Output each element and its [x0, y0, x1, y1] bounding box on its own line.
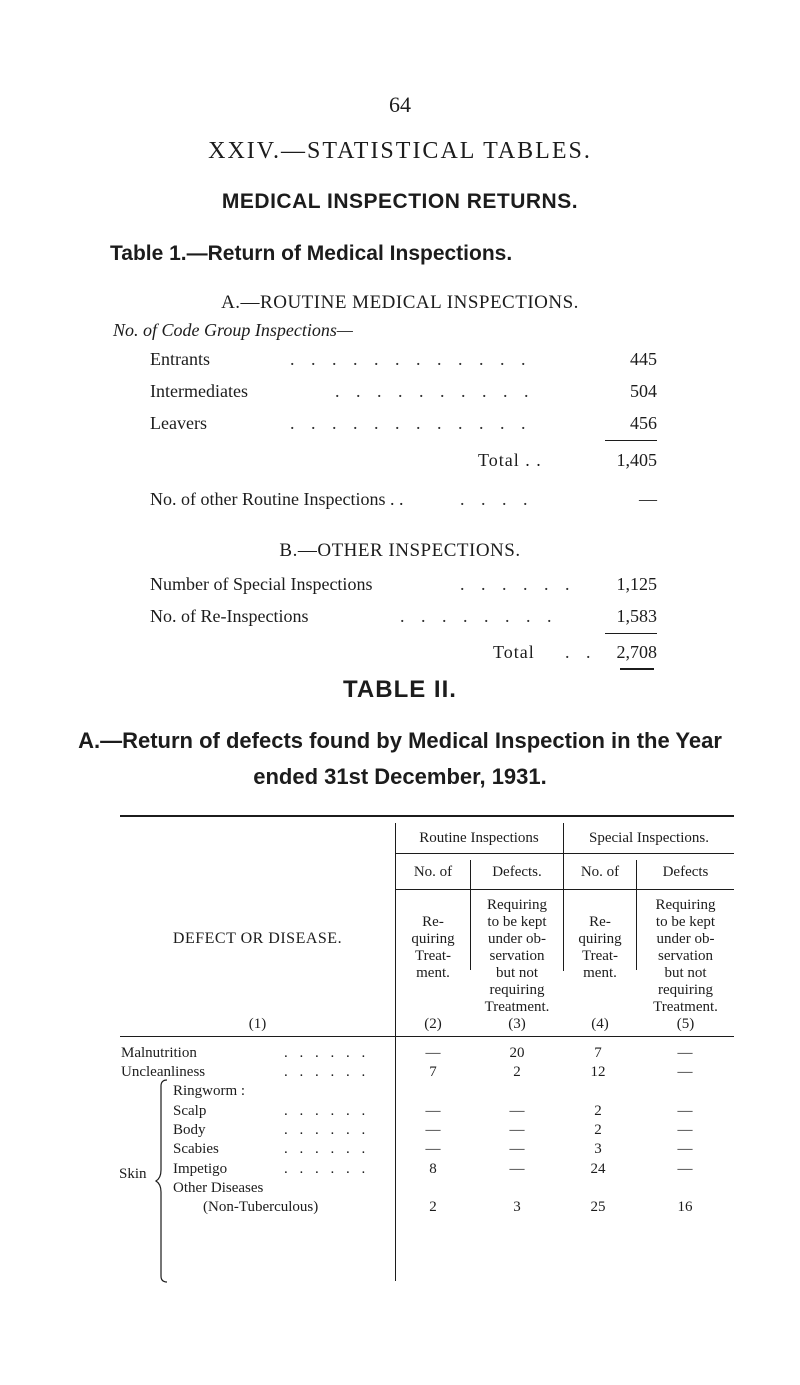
- sub-header-rule: [396, 889, 734, 890]
- cell-col-3: 20: [509, 1045, 525, 1061]
- cell-col-2: —: [425, 1103, 441, 1119]
- row-value: 456: [630, 413, 657, 433]
- row-label: Other Diseases: [173, 1180, 264, 1196]
- table-top-rule: [120, 815, 734, 817]
- row-label: Intermediates: [150, 381, 248, 401]
- page-number: 64: [389, 92, 411, 117]
- row-label: Scalp: [173, 1103, 207, 1119]
- row-label: Uncleanliness: [121, 1064, 206, 1080]
- header-routine-inspections: Routine Inspections: [419, 830, 539, 846]
- row-label: Ringworm :: [173, 1083, 246, 1099]
- row-label: Malnutrition: [121, 1045, 197, 1061]
- page-title: XXIV.—STATISTICAL TABLES.: [208, 138, 592, 164]
- cell-col-2: —: [425, 1141, 441, 1157]
- header-col-1-number: (1): [248, 1016, 267, 1032]
- leader-dots: . . . . . .: [284, 1103, 370, 1119]
- cell-col-5: —: [677, 1141, 693, 1157]
- cell-col-5: —: [677, 1122, 693, 1138]
- leader-dots: . . . . . .: [284, 1045, 370, 1061]
- row-label: Number of Special Inspections: [150, 574, 373, 594]
- leader-dots: . . . .: [460, 489, 534, 509]
- cell-col-2: 7: [429, 1064, 437, 1080]
- header-defects: Defects: [662, 864, 709, 880]
- column-divider: [395, 823, 396, 1281]
- header-col-2-number: (2): [424, 1016, 442, 1032]
- other-routine-value: —: [639, 489, 657, 509]
- total-label: Total: [493, 642, 535, 662]
- cell-col-4: 12: [590, 1064, 606, 1080]
- total-value: 2,708: [616, 642, 657, 662]
- cell-col-5: 16: [677, 1199, 693, 1215]
- row-label: Body: [173, 1122, 206, 1138]
- total-rule: [605, 633, 657, 634]
- row-label: Entrants: [150, 349, 210, 369]
- cell-col-3: —: [509, 1103, 525, 1119]
- cell-col-2: 2: [429, 1199, 437, 1215]
- cell-col-4: 2: [594, 1103, 602, 1119]
- group-header-rule: [396, 853, 734, 854]
- cell-col-2: —: [425, 1045, 441, 1061]
- leader-dots: . .: [565, 642, 597, 662]
- leader-dots: . . . . . . . . . . . .: [290, 413, 532, 433]
- skin-label: Skin: [119, 1166, 147, 1182]
- table1-title: Table 1.—Return of Medical Inspections.: [110, 242, 513, 265]
- cell-col-3: 2: [513, 1064, 521, 1080]
- cell-col-2: 8: [429, 1161, 437, 1177]
- header-col-2: Re- quiring Treat- ment.: [411, 914, 455, 981]
- skin-brace-icon: [155, 1078, 169, 1284]
- header-col-3-number: (3): [508, 1016, 526, 1032]
- row-value: 445: [630, 349, 657, 369]
- header-no-of: No. of: [580, 864, 620, 880]
- row-label: Leavers: [150, 413, 207, 433]
- cell-col-4: 7: [594, 1045, 602, 1061]
- leader-dots: . . . . . . . . . . . .: [290, 349, 532, 369]
- header-col-3: Requiring to be kept under ob- servation but not requiring Treatment.: [484, 897, 550, 1015]
- header-defects: Defects.: [492, 864, 542, 880]
- header-col-4: Re- quiring Treat- ment.: [578, 914, 622, 981]
- row-value: 1,583: [616, 606, 657, 626]
- total-rule: [605, 440, 657, 441]
- row-value: 504: [630, 381, 657, 401]
- leader-dots: . . . . . . . .: [400, 606, 558, 626]
- leader-dots: . . . . . .: [284, 1122, 370, 1138]
- cell-col-2: —: [425, 1122, 441, 1138]
- header-col-5: Requiring to be kept under ob- servation but not requiring Treatment.: [653, 897, 718, 1015]
- leader-dots: . . . . . .: [284, 1161, 370, 1177]
- cell-col-3: —: [509, 1141, 525, 1157]
- header-no-of: No. of: [413, 864, 453, 880]
- section-b-heading: B.—OTHER INSPECTIONS.: [279, 540, 521, 561]
- header-defect-or-disease: DEFECT OR DISEASE.: [172, 930, 343, 947]
- double-rule: [620, 668, 654, 670]
- cell-col-5: —: [677, 1103, 693, 1119]
- total-value: 1,405: [616, 450, 657, 470]
- cell-col-5: —: [677, 1045, 693, 1061]
- header-col-5-number: (5): [676, 1016, 695, 1032]
- row-value: 1,125: [616, 574, 657, 594]
- header-special-inspections: Special Inspections.: [589, 830, 709, 846]
- row-label: No. of Re-Inspections: [150, 606, 309, 626]
- total-label: Total . .: [478, 450, 542, 470]
- leader-dots: . . . . . . . . . .: [335, 381, 535, 401]
- header-col-4-number: (4): [591, 1016, 609, 1032]
- table2-heading-line2: ended 31st December, 1931.: [253, 764, 547, 789]
- cell-col-4: 2: [594, 1122, 602, 1138]
- group-label: No. of Code Group Inspections—: [113, 320, 353, 340]
- cell-col-4: 3: [594, 1141, 602, 1157]
- header-bottom-rule: [120, 1036, 734, 1037]
- table2-heading-line1: A.—Return of defects found by Medical Inspection in the Year: [78, 728, 722, 753]
- cell-col-5: —: [677, 1064, 693, 1080]
- leader-dots: . . . . . .: [460, 574, 576, 594]
- row-label: Impetigo: [173, 1161, 228, 1177]
- cell-col-3: —: [509, 1161, 525, 1177]
- leader-dots: . . . . . .: [284, 1064, 370, 1080]
- cell-col-5: —: [677, 1161, 693, 1177]
- page-subtitle: MEDICAL INSPECTION RETURNS.: [221, 190, 579, 213]
- leader-dots: . . . . . .: [284, 1141, 370, 1157]
- row-label: (Non-Tuberculous): [203, 1199, 319, 1215]
- row-label: Scabies: [173, 1141, 219, 1157]
- table2-title: TABLE II.: [343, 676, 457, 703]
- cell-col-3: 3: [513, 1199, 521, 1215]
- cell-col-3: —: [509, 1122, 525, 1138]
- cell-col-4: 25: [590, 1199, 606, 1215]
- cell-col-4: 24: [590, 1161, 606, 1177]
- section-a-heading: A.—ROUTINE MEDICAL INSPECTIONS.: [221, 292, 579, 313]
- other-routine-label: No. of other Routine Inspections . .: [150, 489, 404, 509]
